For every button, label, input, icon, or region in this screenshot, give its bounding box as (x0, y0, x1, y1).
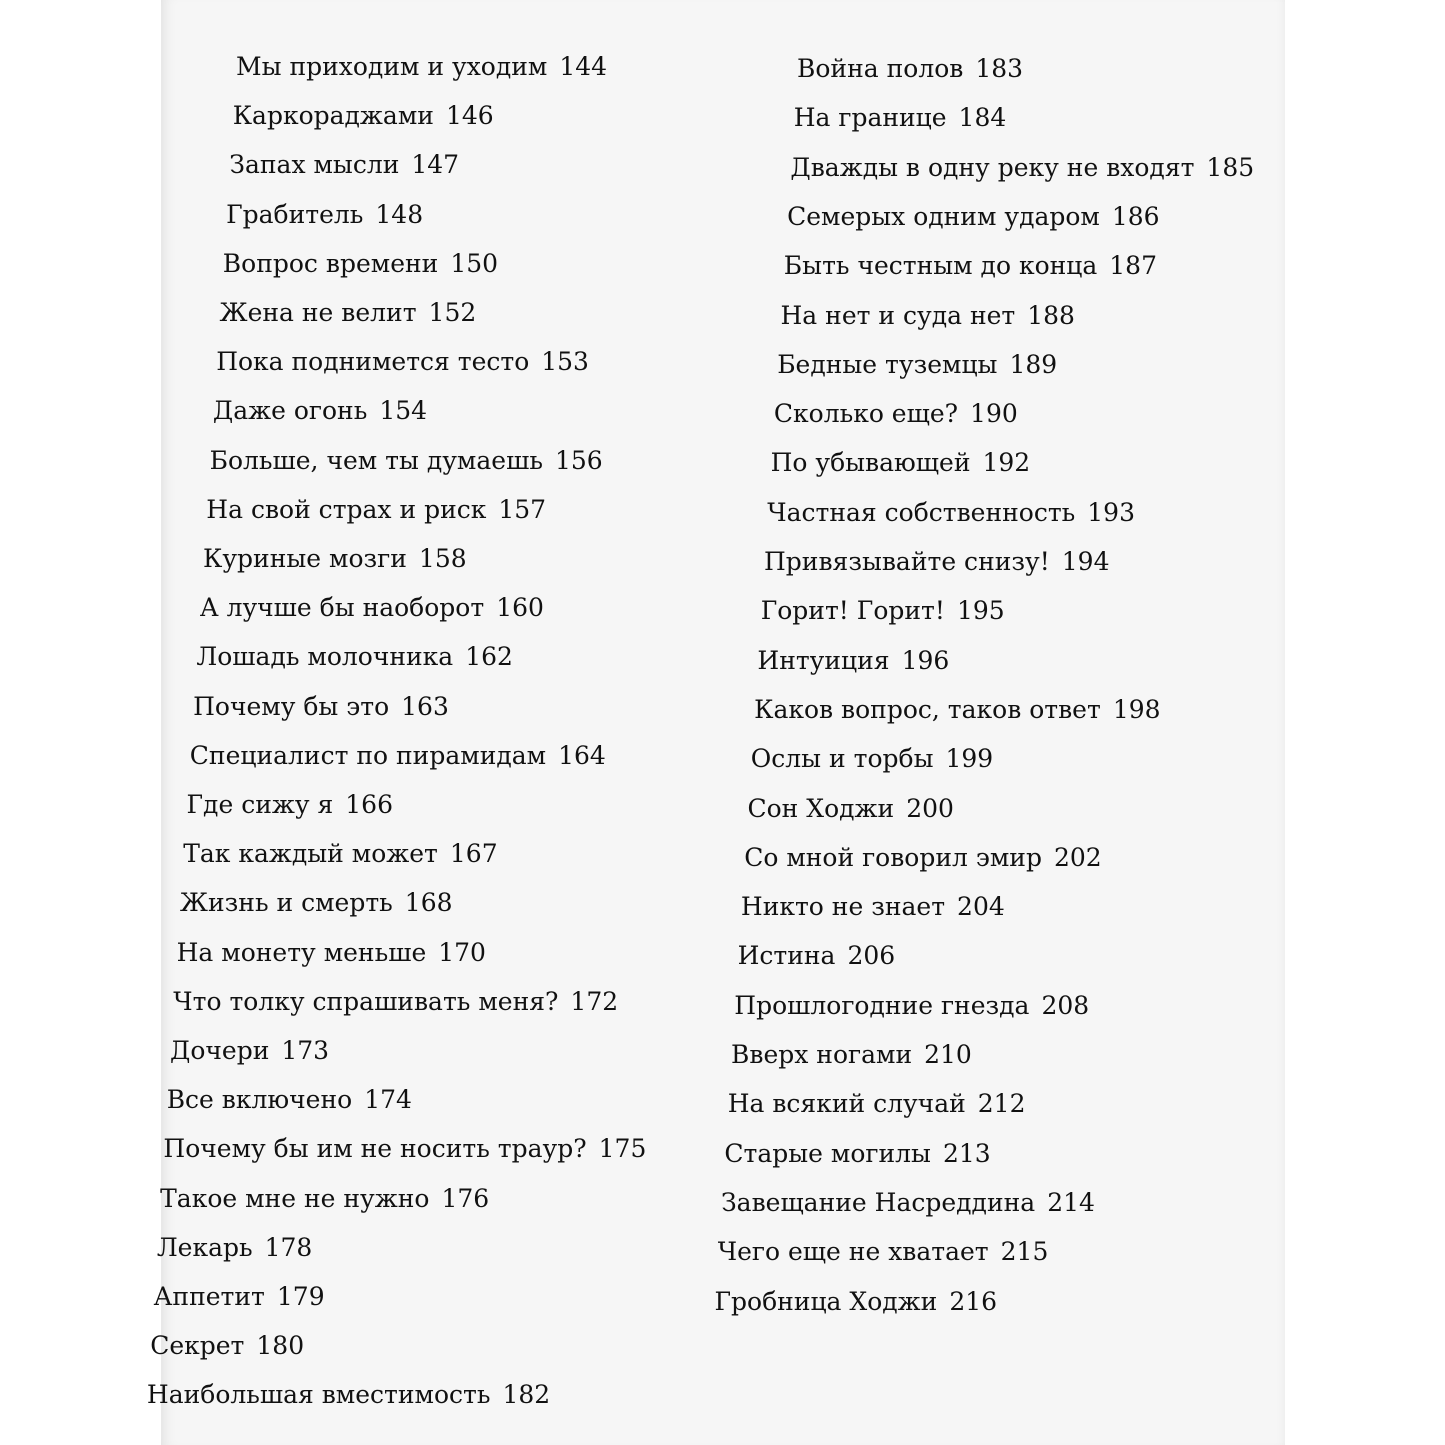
toc-entry-title: Почему бы это (193, 691, 390, 721)
toc-entry-page-number: 170 (438, 937, 486, 967)
toc-entry-title: Каркораджами (232, 101, 434, 131)
toc-entry (754, 695, 1160, 725)
toc-entry (206, 495, 546, 525)
toc-entry-title: Привязывайте снизу! (764, 547, 1050, 576)
toc-entry-page-number: 206 (847, 941, 896, 971)
toc-entry-page-number: 180 (256, 1331, 305, 1361)
toc-entry-title: Война полов (797, 54, 964, 83)
toc-entry-title: Сколько еще? (773, 399, 959, 429)
toc-entry (150, 1331, 304, 1361)
toc-entry (715, 1287, 998, 1317)
toc-entry-title: На границе (793, 103, 947, 133)
toc-entry (170, 1036, 329, 1066)
toc-entry-page-number: 212 (977, 1089, 1026, 1119)
toc-entry-title: Ослы и торбы (750, 744, 934, 774)
toc-entry-title: Куриные мозги (203, 544, 407, 573)
toc-entry-page-number: 215 (1000, 1237, 1049, 1267)
toc-entry-title: Старые могилы (724, 1138, 931, 1168)
toc-entry (744, 843, 1102, 873)
toc-entry (193, 692, 449, 722)
toc-entry (738, 941, 896, 971)
toc-entry-title: Бедные туземцы (777, 349, 998, 379)
toc-entry-page-number: 156 (554, 445, 603, 475)
toc-entry (160, 1184, 489, 1214)
toc-entry-page-number: 147 (411, 150, 460, 180)
toc-entry (163, 1134, 646, 1164)
toc-entry (731, 1040, 972, 1070)
toc-entry (183, 839, 497, 869)
toc-entry (751, 744, 993, 774)
toc-entry-title: На нет и суда нет (780, 300, 1016, 330)
toc-entry (764, 547, 1110, 577)
toc-entry-title: Вопрос времени (222, 248, 439, 278)
toc-entry (223, 249, 498, 279)
toc-entry-page-number: 213 (942, 1138, 991, 1168)
toc-entry-title: Горит! Горит! (760, 596, 945, 626)
toc-entry (718, 1237, 1049, 1267)
toc-entry (771, 448, 1031, 478)
toc-entry (196, 642, 513, 672)
toc-entry-title: На свой страх и риск (206, 494, 487, 524)
toc-entry (794, 103, 1007, 133)
toc-entry-page-number: 173 (281, 1036, 330, 1065)
toc-entry-page-number: 200 (906, 793, 954, 823)
toc-entry-title: Что толку спрашивать меня? (173, 986, 559, 1016)
toc-entry-page-number: 172 (570, 986, 619, 1016)
toc-entry (180, 888, 453, 918)
toc-entry-page-number: 185 (1206, 152, 1255, 182)
toc-entry-page-number: 182 (502, 1380, 551, 1410)
toc-entry (724, 1139, 990, 1169)
toc-entry (721, 1188, 1095, 1218)
toc-entry-title: Никто не знает (740, 892, 946, 922)
toc-entry-page-number: 178 (264, 1232, 313, 1262)
toc-entry (236, 52, 607, 82)
toc-entry-title: Завещание Насреддина (721, 1187, 1036, 1217)
toc-entry (216, 347, 589, 377)
toc-entry-title: Вверх ногами (731, 1040, 913, 1069)
toc-entry (177, 938, 486, 968)
toc-entry-page-number: 152 (428, 298, 477, 327)
toc-entry-page-number: 187 (1109, 251, 1157, 281)
toc-entry-title: Семерых одним ударом (787, 201, 1100, 231)
toc-entry-page-number: 167 (449, 839, 498, 869)
toc-entry-page-number: 176 (441, 1183, 490, 1213)
toc-entry-page-number: 214 (1047, 1187, 1095, 1217)
toc-entry-title: Так каждый может (183, 839, 438, 869)
toc-entry-page-number: 163 (401, 691, 449, 721)
toc-entry (734, 991, 1089, 1021)
toc-entry-page-number: 194 (1061, 547, 1110, 576)
toc-entry-page-number: 188 (1027, 300, 1075, 330)
toc-entry-title: Специалист по пирамидам (189, 740, 547, 770)
toc-entry-title: Прошлогодние гнезда (734, 990, 1030, 1020)
toc-entry-title: Чего еще не хватает (717, 1237, 989, 1267)
toc-entry-page-number: 158 (418, 544, 467, 573)
toc-entry (190, 741, 606, 771)
toc-entry (220, 298, 477, 328)
toc-entry-page-number: 150 (450, 248, 499, 278)
toc-entry-page-number: 160 (496, 593, 544, 623)
toc-entry-title: Пока поднимется тесто (216, 347, 530, 377)
toc-entry (173, 987, 618, 1017)
toc-entry (187, 790, 394, 820)
toc-entry-page-number: 189 (1009, 349, 1058, 379)
toc-entry-page-number: 174 (364, 1085, 412, 1115)
toc-entry-page-number: 192 (982, 448, 1031, 478)
toc-entry-title: Наибольшая вместимость (146, 1380, 491, 1410)
toc-entry-page-number: 168 (404, 888, 453, 918)
toc-entry (229, 150, 459, 180)
toc-entry-title: А лучше бы наоборот (199, 593, 485, 623)
toc-entry (210, 446, 603, 476)
toc-entry-page-number: 204 (957, 892, 1005, 922)
toc-entry (797, 54, 1023, 84)
toc-entry-title: Дважды в одну реку не входят (790, 152, 1195, 182)
toc-entry-page-number: 146 (445, 101, 494, 131)
toc-entry-title: Секрет (150, 1331, 245, 1361)
toc-entry-title: Аппетит (153, 1282, 265, 1311)
toc-entry (784, 251, 1157, 281)
toc-entry-page-number: 148 (375, 199, 424, 229)
toc-entry-page-number: 164 (558, 740, 606, 770)
toc-entry (781, 301, 1075, 331)
toc-entry-title: На монету меньше (176, 937, 427, 967)
book-page (146, 0, 1285, 1445)
toc-entry-title: Сон Ходжи (747, 793, 895, 823)
toc-entry-page-number: 186 (1111, 201, 1160, 231)
toc-entry (790, 153, 1254, 183)
toc-entry-page-number: 162 (465, 642, 513, 672)
toc-entry-page-number: 179 (276, 1282, 325, 1311)
toc-entry-title: Дочери (170, 1036, 270, 1065)
toc-entry-page-number: 199 (945, 744, 994, 774)
toc-entry (226, 200, 423, 230)
toc-entry (777, 350, 1057, 380)
toc-entry (761, 596, 1005, 626)
toc-entry-page-number: 196 (901, 645, 950, 675)
toc-entry (741, 892, 1005, 922)
toc-entry-title: По убывающей (770, 448, 971, 478)
toc-entry-title: Частная собственность (767, 497, 1076, 527)
toc-entry (233, 101, 494, 131)
toc-entry-title: Лошадь молочника (196, 642, 454, 672)
toc-entry (200, 593, 544, 623)
toc-entry-title: Такое мне не нужно (160, 1183, 430, 1213)
toc-entry-title: Жена не велит (219, 298, 417, 327)
toc-entry-page-number: 175 (598, 1134, 647, 1164)
toc-entry-title: Даже огонь (212, 396, 368, 426)
toc-entry-page-number: 195 (956, 596, 1005, 626)
toc-entry (167, 1085, 412, 1115)
toc-entry-title: Жизнь и смерть (179, 888, 393, 918)
toc-entry (203, 544, 467, 574)
toc-entry-title: Грабитель (226, 199, 364, 229)
toc-entry-title: Больше, чем ты думаешь (209, 445, 543, 475)
toc-entry (787, 202, 1160, 232)
toc-entry (774, 399, 1018, 429)
toc-entry-page-number: 166 (345, 790, 393, 819)
toc-entry (154, 1282, 325, 1312)
toc-entry (157, 1233, 313, 1263)
toc-entry-page-number: 210 (924, 1040, 972, 1069)
toc-entry-page-number: 184 (958, 103, 1007, 133)
toc-entry-title: Интуиция (757, 645, 890, 675)
toc-entry-title: Все включено (166, 1085, 353, 1115)
toc-entry-page-number: 193 (1087, 497, 1135, 527)
toc-entry-page-number: 208 (1041, 990, 1090, 1020)
toc-entry-title: Со мной говорил эмир (744, 842, 1042, 872)
toc-entry-page-number: 202 (1053, 842, 1102, 872)
toc-entry-title: Запах мысли (229, 150, 400, 180)
toc-entry-page-number: 157 (498, 494, 547, 524)
toc-entry-page-number: 183 (975, 54, 1024, 83)
toc-entry-title: Где сижу я (186, 790, 334, 819)
toc-entry (748, 794, 954, 824)
toc-entry-page-number: 153 (541, 347, 589, 377)
toc-entry-page-number: 198 (1112, 694, 1161, 724)
toc-entry-title: Лекарь (156, 1232, 253, 1262)
toc-entry (728, 1089, 1026, 1119)
toc-entry (767, 498, 1135, 528)
toc-entry-title: Каков вопрос, таков ответ (754, 694, 1101, 724)
toc-entry-title: Быть честным до конца (783, 251, 1098, 281)
toc-entry-page-number: 144 (559, 52, 608, 81)
toc-entry (757, 646, 949, 676)
toc-entry-title: Почему бы им не носить траур? (163, 1134, 587, 1164)
toc-entry-page-number: 216 (949, 1286, 998, 1316)
toc-entry (213, 396, 427, 426)
toc-entry-page-number: 154 (379, 396, 428, 426)
toc-entry (147, 1380, 550, 1410)
toc-entry-title: На всякий случай (727, 1089, 966, 1119)
toc-entry-page-number: 190 (970, 399, 1018, 429)
toc-entry-title: Гробница Ходжи (714, 1286, 938, 1316)
toc-entry-title: Мы приходим и уходим (236, 52, 548, 81)
toc-entry-title: Истина (737, 941, 836, 971)
